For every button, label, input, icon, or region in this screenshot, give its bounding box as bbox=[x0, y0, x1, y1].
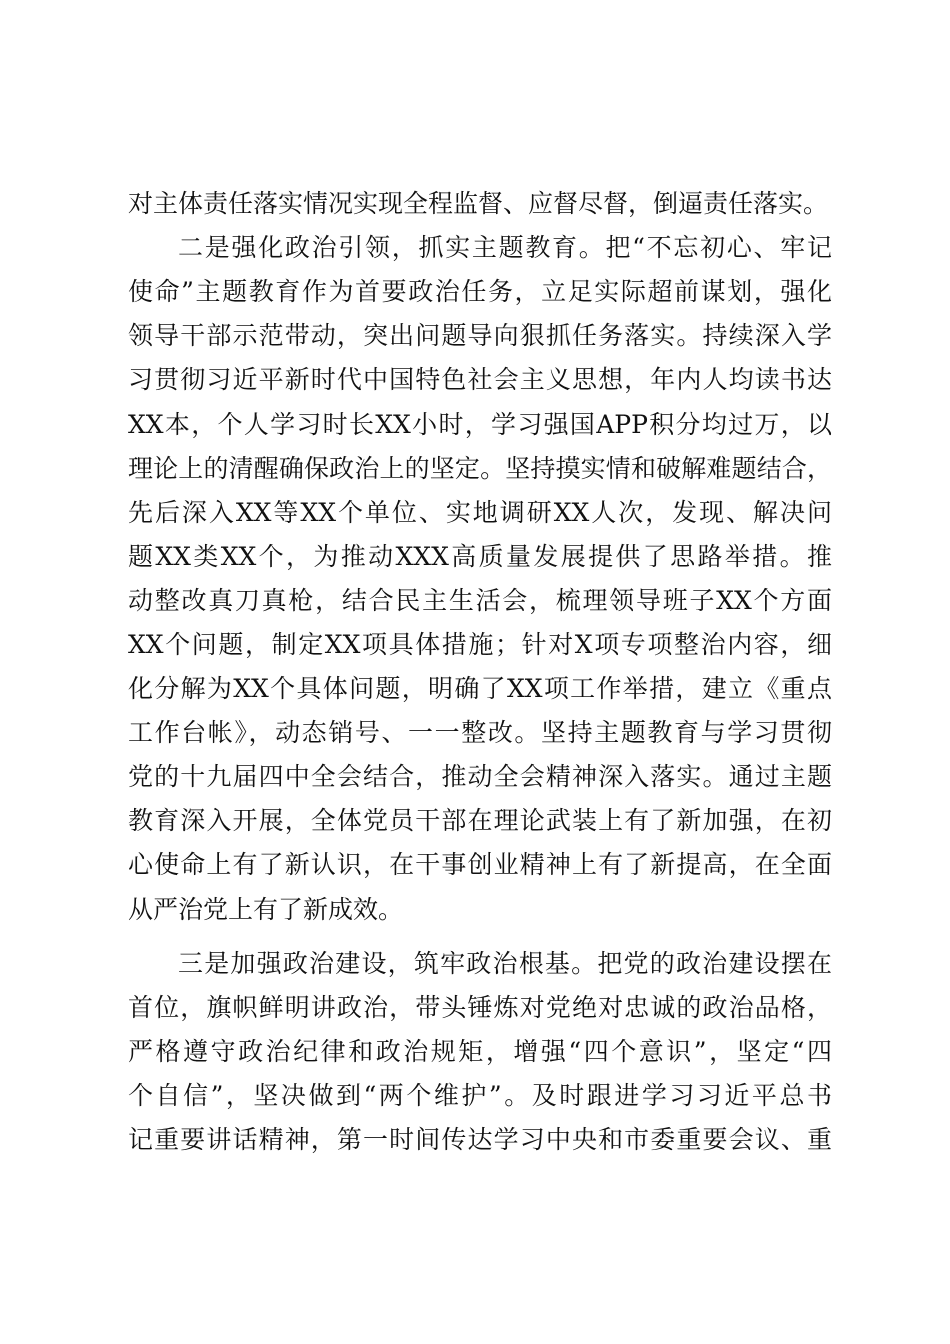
text-line: XX本，个人学习时长XX小时，学习强国APP积分均过万，以 bbox=[128, 410, 832, 439]
text-line: 使命”主题教育作为首要政治任务，立足实际超前谋划，强化 bbox=[128, 277, 832, 306]
text-line: 理论上的清醒确保政治上的坚定。坚持摸实情和破解难题结合， bbox=[128, 454, 832, 483]
text-line: 习贯彻习近平新时代中国特色社会主义思想，年内人均读书达 bbox=[128, 365, 832, 394]
text-line: 题XX类XX个，为推动XXX高质量发展提供了思路举措。推 bbox=[128, 542, 832, 571]
text-line: 个自信”，坚决做到“两个维护”。及时跟进学习习近平总书 bbox=[128, 1081, 832, 1110]
text-line: 工作台帐》，动态销号、一一整改。坚持主题教育与学习贯彻 bbox=[128, 718, 832, 747]
text-line: XX个问题，制定XX项具体措施；针对X项专项整治内容，细 bbox=[128, 630, 832, 659]
text-line: 心使命上有了新认识，在干事创业精神上有了新提高，在全面 bbox=[128, 850, 832, 879]
section-heading-line: 三是加强政治建设，筑牢政治根基。把党的政治建设摆在 bbox=[178, 949, 832, 978]
section-heading-line: 二是强化政治引领，抓实主题教育。把“不忘初心、牢记 bbox=[178, 233, 832, 262]
text-line: 动整改真刀真枪，结合民主生活会，梳理领导班子XX个方面 bbox=[128, 586, 832, 615]
text-line: 先后深入XX等XX个单位、实地调研XX人次，发现、解决问 bbox=[128, 498, 832, 527]
text-line: 对主体责任落实情况实现全程监督、应督尽督，倒逼责任落实。 bbox=[128, 189, 829, 218]
text-line: 首位，旗帜鲜明讲政治，带头锤炼对党绝对忠诚的政治品格， bbox=[128, 993, 832, 1022]
text-line: 化分解为XX个具体问题，明确了XX项工作举措，建立《重点 bbox=[128, 674, 832, 703]
text-line: 从严治党上有了新成效。 bbox=[128, 895, 404, 924]
text-line: 领导干部示范带动，突出问题导向狠抓任务落实。持续深入学 bbox=[128, 321, 832, 350]
text-line: 教育深入开展，全体党员干部在理论武装上有了新加强，在初 bbox=[128, 806, 832, 835]
text-line: 严格遵守政治纪律和政治规矩，增强“四个意识”，坚定“四 bbox=[128, 1037, 832, 1066]
text-line: 党的十九届四中全会结合，推动全会精神深入落实。通过主题 bbox=[128, 762, 832, 791]
text-line: 记重要讲话精神，第一时间传达学习中央和市委重要会议、重 bbox=[128, 1125, 832, 1154]
